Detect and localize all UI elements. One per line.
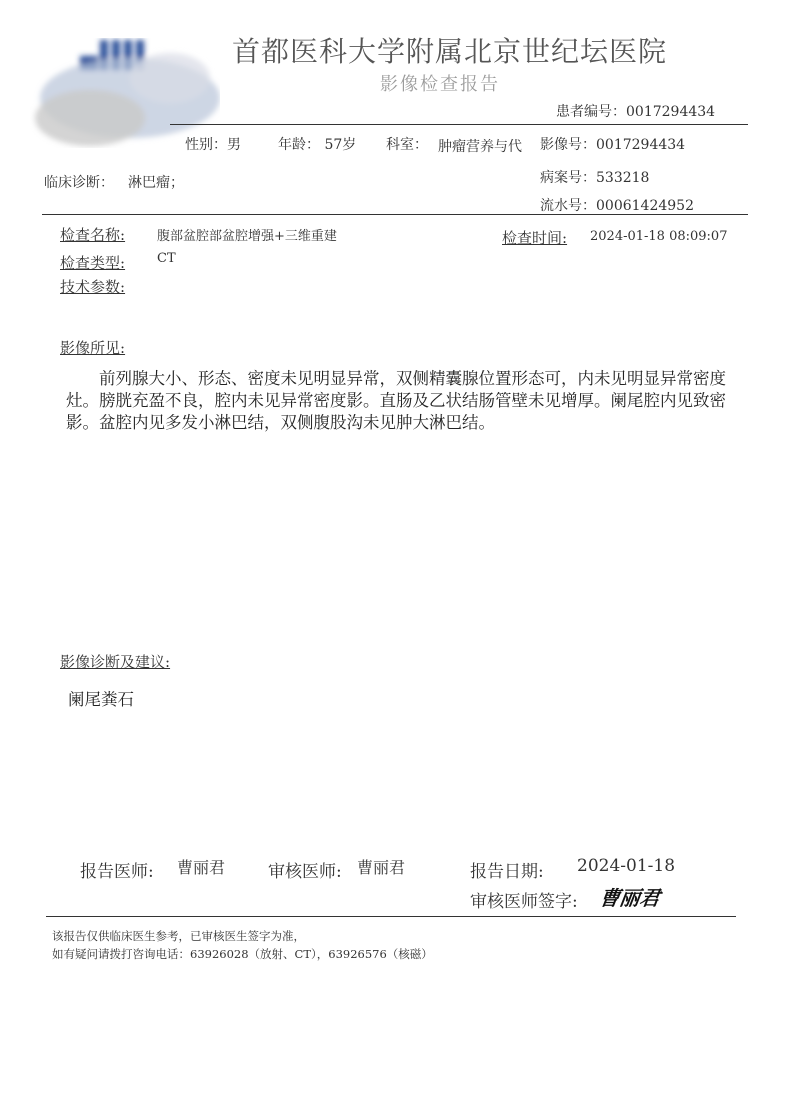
- findings-text: 前列腺大小、形态、密度未见明显异常，双侧精囊腺位置形态可，内未见明显异常密度灶。膀胱充盈不良，腔内未见异常密度影。直肠及乙状结肠管壁未见增厚。阑尾腔内见致密影。盆腔内见多发小淋巴结，双侧腹股沟未见肿大淋巴结。: [66, 369, 726, 432]
- footer-divider: [46, 916, 736, 917]
- report-title: 影像检查报告: [380, 74, 500, 95]
- diagnosis-label: 影像诊断及建议:: [60, 653, 171, 671]
- report-date-value: 2024-01-18: [577, 856, 676, 876]
- reviewer-signature: 曹丽君: [598, 886, 662, 910]
- exam-type-label: 检查类型:: [60, 254, 126, 272]
- image-number: 影像号：0017294434: [540, 137, 686, 153]
- exam-name-label: 检查名称:: [60, 226, 126, 244]
- clinical-diagnosis-label: 临床诊断：: [44, 175, 114, 191]
- reporter-name: 曹丽君: [177, 858, 226, 877]
- header-divider: [170, 124, 748, 125]
- diagnosis-text: 阑尾粪石: [68, 690, 134, 709]
- patient-id: 患者编号：0017294434: [556, 104, 716, 120]
- footer-note-1: 该报告仅供临床医生参考，已审核医生签字为准，: [52, 929, 305, 943]
- reviewer-name: 曹丽君: [357, 858, 406, 877]
- exam-time-value: 2024-01-18 08:09:07: [590, 229, 728, 244]
- reviewer-label: 审核医师:: [268, 862, 342, 882]
- exam-type-value: CT: [157, 251, 176, 266]
- patient-sex: 性别：男: [185, 137, 241, 153]
- clinical-diagnosis-value: 淋巴瘤；: [128, 175, 184, 191]
- exam-time-label: 检查时间:: [502, 229, 568, 247]
- footer-note-2: 如有疑问请拨打咨询电话：63926028（放射、CT），63926576（核磁）: [52, 947, 433, 961]
- case-number: 病案号：533218: [540, 170, 650, 186]
- report-date-label: 报告日期:: [470, 862, 544, 882]
- exam-name-value: 腹部盆腔部盆腔增强+三维重建: [157, 229, 337, 244]
- findings-label: 影像所见:: [60, 339, 126, 357]
- signature-label: 审核医师签字:: [470, 892, 578, 912]
- patient-age: 年龄： 57岁: [278, 137, 357, 153]
- reporter-label: 报告医师:: [80, 862, 154, 882]
- hospital-logo-blurred: [30, 38, 220, 148]
- serial-number: 流水号：00061424952: [540, 198, 694, 214]
- hospital-name: 首都医科大学附属北京世纪坛医院: [232, 35, 668, 68]
- department-value: 肿瘤营养与代: [438, 139, 522, 155]
- info-divider: [42, 214, 748, 215]
- department-label: 科室：: [386, 137, 428, 153]
- tech-params-label: 技术参数:: [60, 278, 126, 296]
